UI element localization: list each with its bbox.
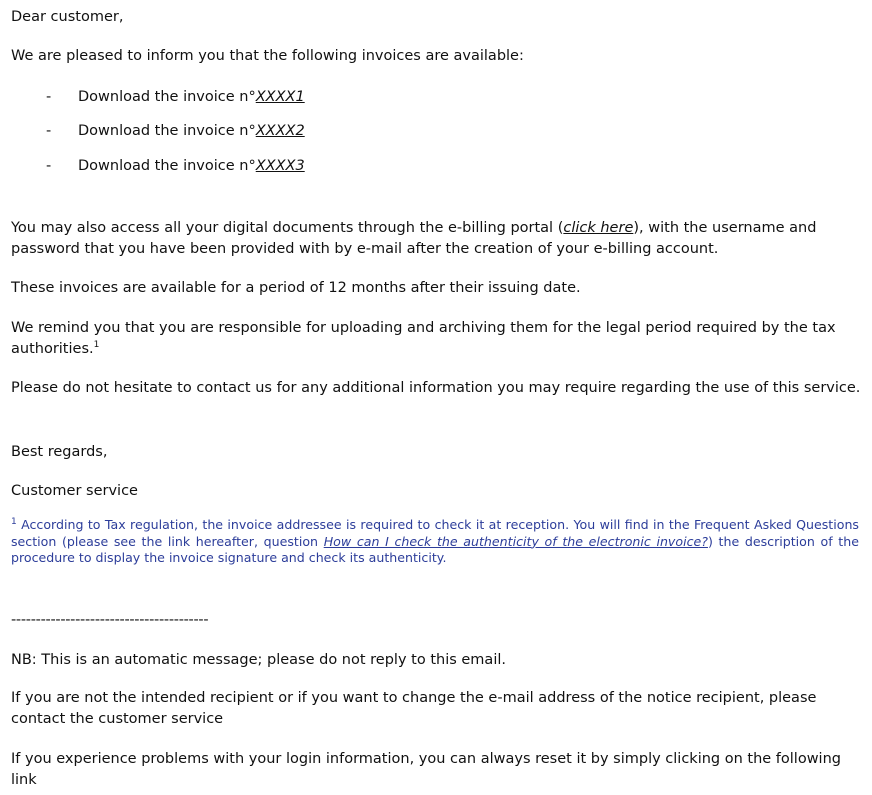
invoice-item-text bbox=[78, 121, 305, 142]
list-dash: - bbox=[46, 158, 52, 174]
footnote-text-after: ) the description of the procedure to display the invoice signature and check its authenticity. bbox=[11, 533, 859, 565]
faq-authenticity-link[interactable]: How can I check the authenticity of the electronic invoice? bbox=[323, 533, 708, 549]
portal-text-before: You may also access all your digital documents through the e-billing portal ( bbox=[11, 220, 564, 236]
invoice-item-label: Download the invoice n° bbox=[78, 89, 256, 105]
portal-paragraph bbox=[11, 218, 861, 260]
recipient-paragraph: If you are not the intended recipient or if you want to change the e-mail address of the notice recipient, please contact the customer service bbox=[11, 690, 817, 727]
regards-text: Best regards, bbox=[11, 444, 108, 460]
contact-paragraph: Please do not hesitate to contact us for any additional information you may require regarding the use of this service. bbox=[11, 380, 861, 396]
footnote bbox=[11, 517, 859, 567]
portal-text-after: ), with the username and password that you have been provided with by e-mail after the creation of your e-billing account. bbox=[11, 220, 817, 257]
nb-notice: NB: This is an automatic message; please do not reply to this email. bbox=[11, 652, 506, 668]
footnote-number: 1 bbox=[11, 516, 17, 527]
portal-click-here-link[interactable]: click here bbox=[563, 220, 634, 236]
signature-text: Customer service bbox=[11, 483, 138, 499]
list-dash: - bbox=[46, 89, 52, 105]
list-dash: - bbox=[46, 123, 52, 139]
footnote-text-before: According to Tax regulation, the invoice addressee is required to check it at reception. You will find in the Frequent Asked Questions section (please see the link hereafter, question bbox=[11, 517, 859, 549]
invoice-download-link[interactable]: XXXX1 bbox=[255, 89, 305, 105]
invoice-item-text bbox=[78, 156, 305, 177]
reminder-text: We remind you that you are responsible for uploading and archiving them for the legal period required by the tax authorities. bbox=[11, 320, 836, 357]
intro-text: We are pleased to inform you that the following invoices are available: bbox=[11, 48, 524, 64]
footnote-marker: 1 bbox=[93, 340, 100, 351]
separator-line: ---------------------------------------- bbox=[11, 612, 209, 628]
reminder-paragraph bbox=[11, 318, 861, 360]
invoice-download-link[interactable]: XXXX3 bbox=[255, 158, 305, 174]
availability-text: These invoices are available for a period of 12 months after their issuing date. bbox=[11, 280, 581, 296]
invoice-item-label: Download the invoice n° bbox=[78, 158, 256, 174]
invoice-download-link[interactable]: XXXX2 bbox=[255, 123, 305, 139]
invoice-item-text bbox=[78, 87, 305, 108]
invoice-item-label: Download the invoice n° bbox=[78, 123, 256, 139]
login-paragraph: If you experience problems with your login information, you can always reset it by simply clicking on the following link bbox=[11, 751, 841, 788]
greeting: Dear customer, bbox=[11, 9, 124, 25]
